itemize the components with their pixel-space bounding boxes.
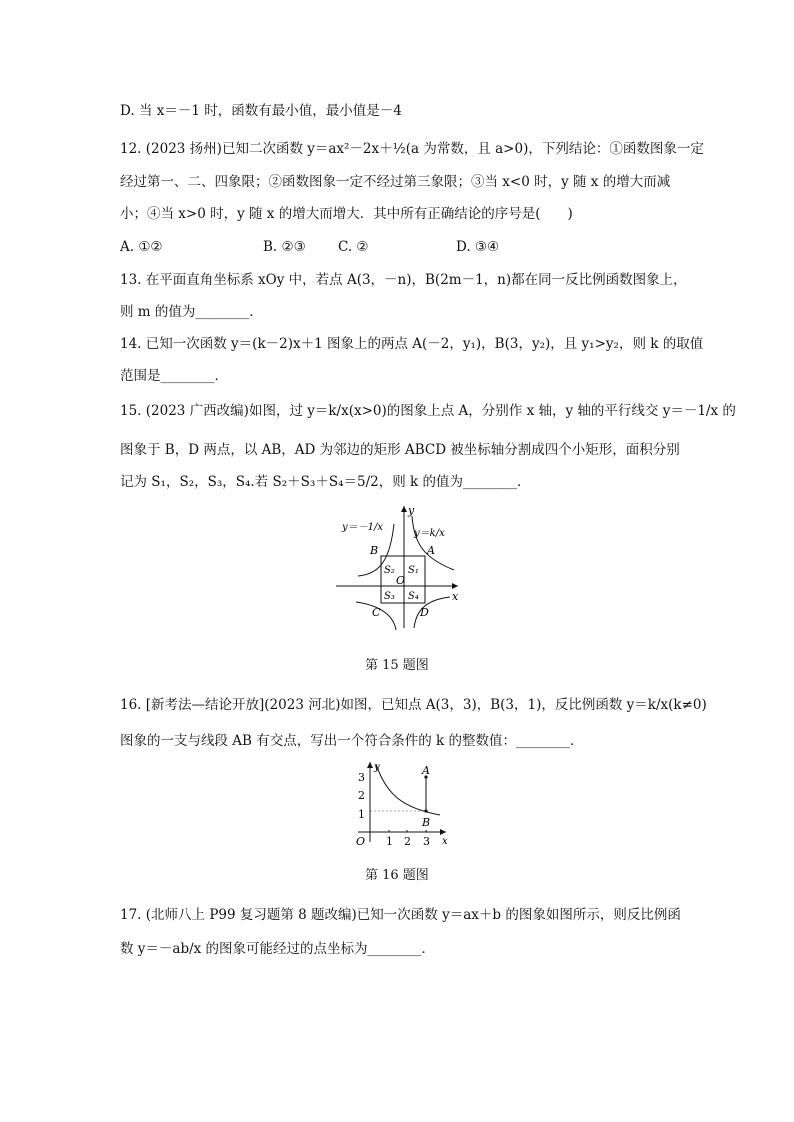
label-origin: O <box>396 574 406 587</box>
label-point-a: A <box>422 764 430 777</box>
line-q17-1: 17. (北师八上 P99 复习题第 8 题改编)已知一次函数 y＝ax＋b 的图象如图所示，则反比例函 <box>120 907 681 923</box>
label-k-over-x: y＝k/x <box>414 528 445 539</box>
figure-15-caption: 第 15 题图 <box>365 658 429 673</box>
line-q17-2: 数 y＝－ab/x 的图象可能经过的点坐标为________． <box>120 941 436 957</box>
line-q13-1: 13. 在平面直角坐标系 xOy 中，若点 A(3，－n)，B(2m－1，n)都在同一反比例函数图象上， <box>120 272 687 288</box>
x-tick-label-1: 1 <box>386 835 393 848</box>
q12-option-c: C. ② <box>338 239 369 255</box>
q12-options <box>120 237 680 257</box>
x-tick-label-2: 2 <box>404 835 411 848</box>
line-q16-2: 图象的一支与线段 AB 有交点，写出一个符合条件的 k 的整数值：________． <box>120 733 584 749</box>
label-neg-1-over-x: y＝－1/x <box>342 522 384 533</box>
y-tick-label-1: 1 <box>358 808 365 821</box>
label-s1: S₁ <box>408 565 419 576</box>
y-axis-arrow <box>367 762 373 768</box>
label-x-axis: x <box>452 590 459 603</box>
y-tick-label-2: 2 <box>358 789 365 802</box>
line-q11-option-d: D. 当 x＝－1 时，函数有最小值，最小值是－4 <box>120 103 402 119</box>
x-tick-label-3: 3 <box>423 835 430 848</box>
label-origin: O <box>356 835 366 848</box>
line-q12-2: 经过第一、二、四象限；②函数图象一定不经过第三象限；③当 x<0 时，y 随 x 的增大而减 <box>120 174 671 190</box>
line-q14-2: 范围是________． <box>120 368 228 384</box>
label-y-axis: y <box>408 504 415 517</box>
label-point-b: B <box>422 816 431 829</box>
label-y-axis: y <box>374 762 380 773</box>
label-s3: S₃ <box>384 591 395 602</box>
label-s2: S₂ <box>384 565 395 576</box>
q12-option-a: A. ①② <box>120 239 163 255</box>
line-q12-3: 小；④当 x>0 时，y 随 x 的增大而增大．其中所有正确结论的序号是( ) <box>120 206 573 222</box>
line-q15-3: 记为 S₁，S₂，S₃，S₄.若 S₂＋S₃＋S₄＝5/2，则 k 的值为________． <box>120 474 531 490</box>
curve-k-over-x-q1 <box>412 516 454 570</box>
q12-option-b: B. ②③ <box>263 239 306 255</box>
label-s4: S₄ <box>408 591 419 602</box>
line-q13-2: 则 m 的值为________． <box>120 304 263 320</box>
figure-16 <box>352 758 452 850</box>
line-q12-1: 12. (2023 扬州)已知二次函数 y＝ax²－2x＋½(a 为常数，且 a>0)，下列结论：①函数图象一定 <box>120 141 704 157</box>
label-point-a: A <box>427 544 435 557</box>
curve-k-over-x <box>376 764 440 815</box>
label-point-b: B <box>370 544 379 557</box>
x-axis-arrow <box>452 583 458 589</box>
x-axis-arrow <box>440 829 446 835</box>
y-tick-label-3: 3 <box>358 771 365 784</box>
line-q14-1: 14. 已知一次函数 y＝(k－2)x＋1 图象上的两点 A(－2，y₁)，B(3，y₂)，且 y₁>y₂，则 k 的取值 <box>120 336 704 352</box>
label-point-c: C <box>372 606 381 619</box>
q12-option-d: D. ③④ <box>456 239 500 255</box>
line-q15-1: 15. (2023 广西改编)如图，过 y＝k/x(x>0)的图象上点 A，分别作 x 轴，y 轴的平行线交 y＝－1/x 的 <box>120 403 736 419</box>
label-x-axis: x <box>442 836 448 847</box>
line-q16-1: 16. [新考法—结论开放](2023 河北)如图，已知点 A(3，3)，B(3，1)，反比例函数 y＝k/x(k≠0) <box>120 697 707 713</box>
line-q15-2: 图象于 B，D 两点，以 AB，AD 为邻边的矩形 ABCD 被坐标轴分割成四个小矩形，面积分别 <box>120 442 680 458</box>
figure-16-caption: 第 16 题图 <box>365 868 429 883</box>
y-axis-arrow <box>401 506 407 512</box>
label-point-d: D <box>420 606 429 619</box>
figure-15 <box>328 502 468 632</box>
